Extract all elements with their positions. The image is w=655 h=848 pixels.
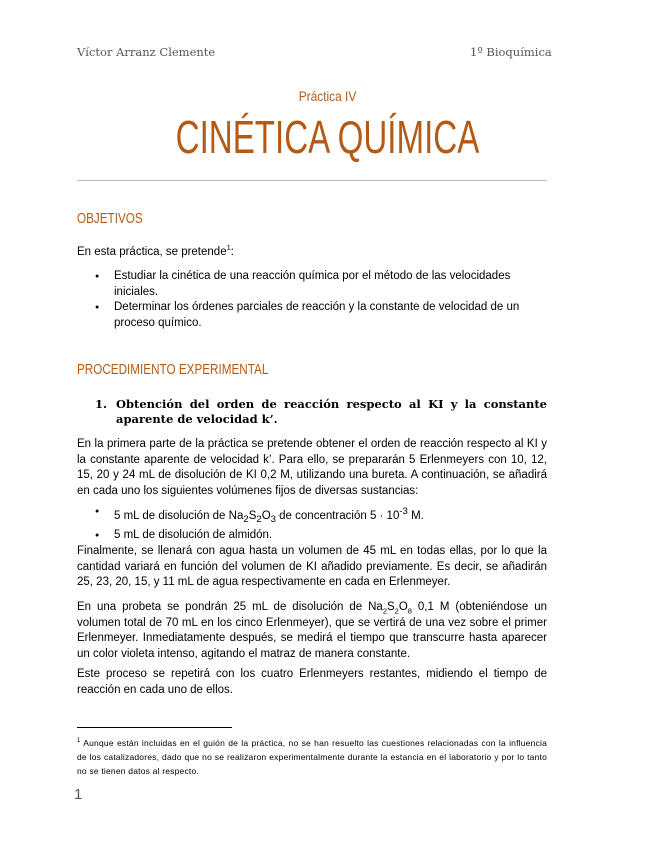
footnote: $^1$ Aunque están incluidas en el guión de la práctica, no se han resuelto las cuestiones relacionadas con la influencia de los catalizadores, dado que no se realizaron experimentalmente durante la estancia en el laboratorio y por lo tanto no se tienen datos al respecto. xyxy=(77,737,547,776)
reagents-list xyxy=(77,504,547,543)
objetivos-list xyxy=(77,269,547,331)
title-divider xyxy=(77,180,547,181)
footnote-separator xyxy=(77,727,232,728)
list-item: ● 5 mL de disolución de almidón. xyxy=(77,528,547,544)
paragraph: Finalmente, se llenará con agua hasta un volumen de 45 mL en todas ellas, por lo que la cantidad variará en función del volumen de KI añadido previamente. Es decir, se añadirán 25, 23, 20, 15, y 11 mL de agua respectivamente en cada en Erlenmeyer. xyxy=(77,545,547,588)
section-heading-procedimiento: PROCEDIMIENTO EXPERIMENTAL xyxy=(77,361,269,378)
paragraph: Este proceso se repetirá con los cuatro Erlenmeyers restantes, midiendo el tiempo de reacción en cada uno de ellos. xyxy=(77,668,547,696)
list-item: ● Estudiar la cinética de una reacción química por el método de las velocidades iniciales. xyxy=(77,269,547,300)
document-title: CINÉTICA QUÍMICA xyxy=(175,111,480,163)
step-heading xyxy=(77,397,547,427)
header-course: 1º Bioquímica xyxy=(470,45,552,59)
list-item: ● Determinar los órdenes parciales de reacción y la constante de velocidad de un proceso químico. xyxy=(77,300,547,331)
list-item: ● 5 mL de disolución de $Na_2S_2O_3$ de concentración $5 \cdot 10^{-3}$ M. xyxy=(77,504,547,528)
paragraph: En la primera parte de la práctica se pretende obtener el orden de reacción respecto al KI y la constante aparente de velocidad k’. Para ello, se prepararán 5 Erlenmeyers con 10, 12, 15, 20 y 24 mL de disolución de KI 0,2 M, utilizando una bureta. A continuación, se añadirá en cada uno los siguientes volúmenes fijos de diversas sustancias: xyxy=(77,438,547,497)
header-author: Víctor Arranz Clemente xyxy=(77,45,216,59)
page-number: 1 xyxy=(74,786,83,803)
step-title: Obtención del orden de reacción respecto al KI y la constante aparente de velocidad k’. xyxy=(116,397,547,426)
paragraph: En una probeta se pondrán 25 mL de disolución de $Na_2S_2O_8$ 0,1 M (obteniéndose un volumen total de 70 mL en los cinco Erlenmeyer), que se vertirá de una vez sobre el primer Erlenmeyer. Inmediatamente después, se medirá el tiempo que transcurre hasta aparecer un color violeta intenso, agitando el matraz de manera constante. xyxy=(77,601,547,660)
step-number: 1. xyxy=(95,397,108,411)
footnote-reference: 1 xyxy=(226,243,231,253)
objetivos-intro: En esta práctica, se pretende$^1$: xyxy=(77,243,234,258)
document-subtitle: Práctica IV xyxy=(298,88,357,104)
section-heading-objetivos: OBJETIVOS xyxy=(77,210,143,227)
